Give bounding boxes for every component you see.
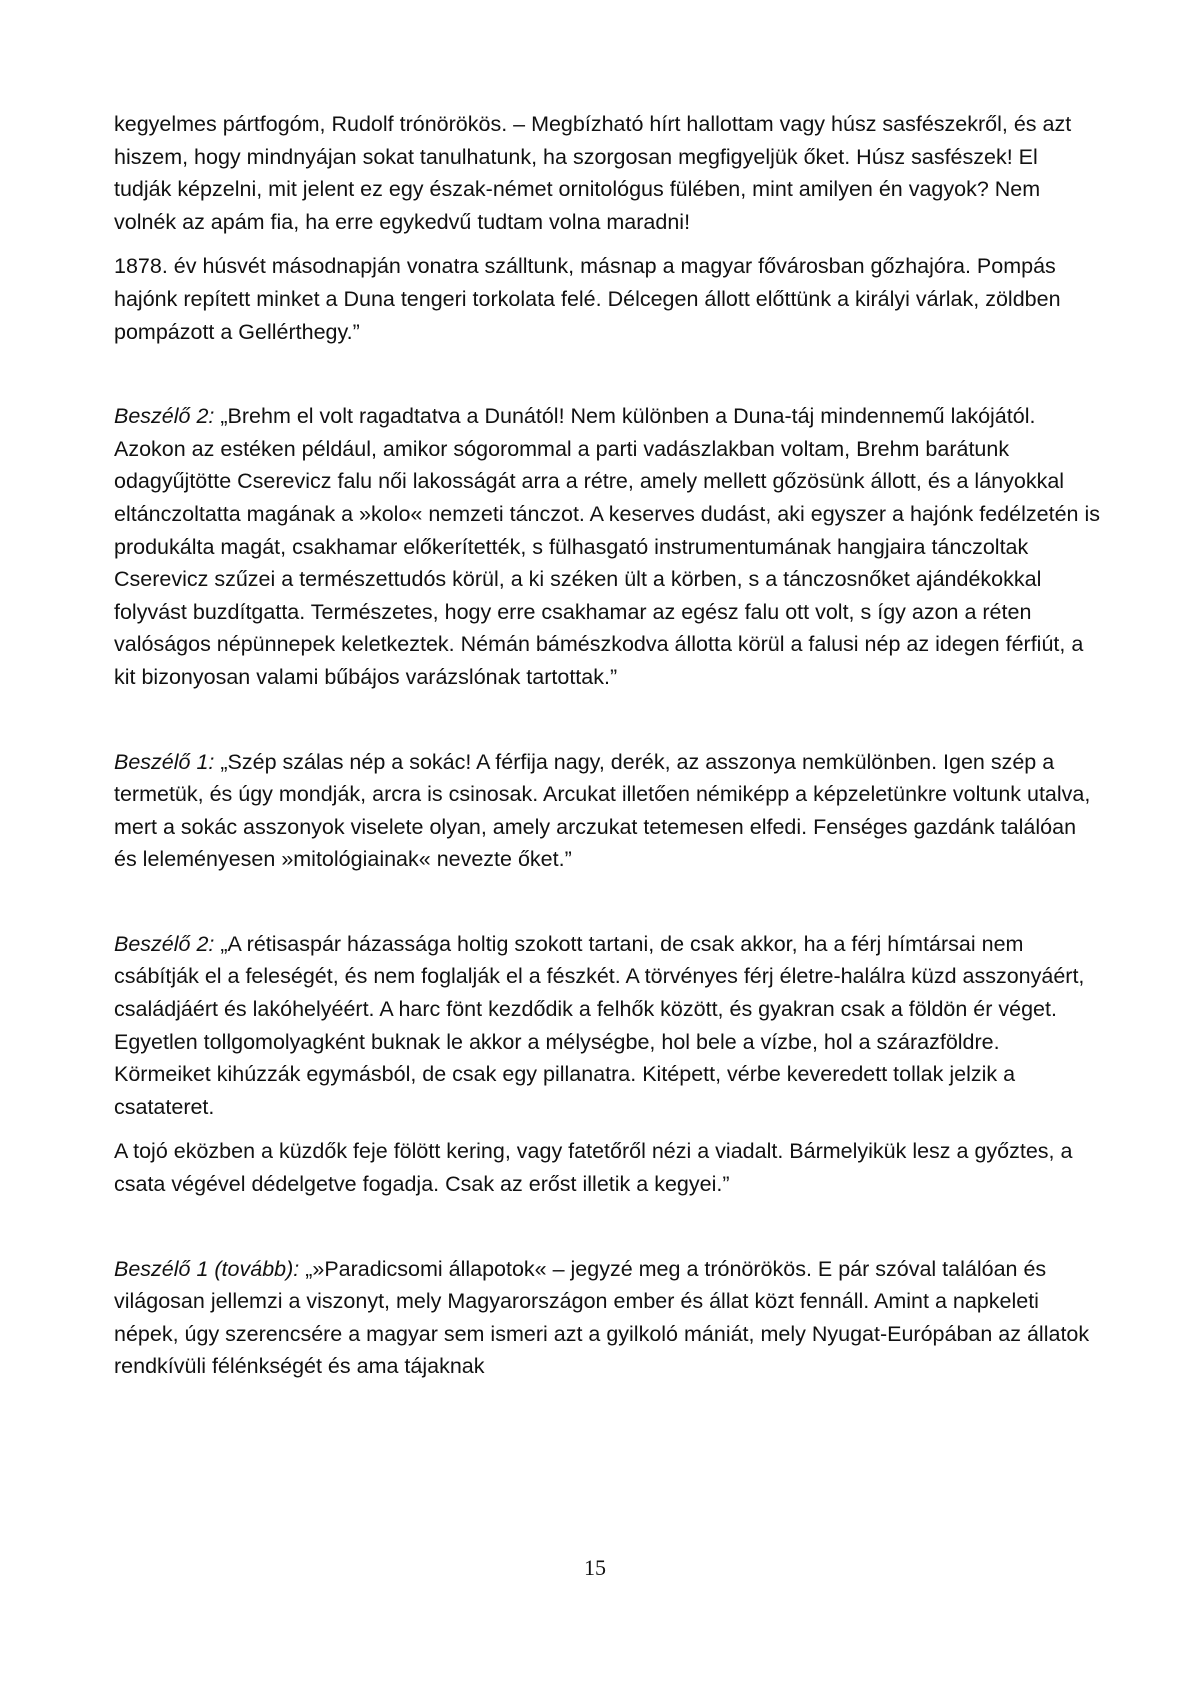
- page-number: 15: [584, 1555, 606, 1580]
- paragraph: [114, 1135, 1100, 1200]
- speaker-label: Beszélő 1:: [114, 749, 215, 774]
- speaker-paragraph: [114, 928, 1100, 1124]
- speaker-label: Beszélő 1 (tovább):: [114, 1256, 300, 1281]
- speaker-label: Beszélő 2:: [114, 931, 215, 956]
- speaker-paragraph: [114, 746, 1100, 876]
- paragraph-text: „»Paradicsomi állapotok« – jegyzé meg a trónörökös. E pár szóval találóan és világosan jellemzi a viszonyt, mely Magyarországon ember és állat közt fennáll. Amint a napkeleti népek, úgy szerencsére a magyar sem ismeri azt a gyilkoló mániát, mely Nyugat-Európában az állatok rendkívüli félénkségét és ama tájaknak: [114, 1256, 1090, 1379]
- paragraph: [114, 108, 1100, 238]
- speaker-paragraph: [114, 400, 1100, 693]
- page-body: [114, 108, 1100, 1383]
- paragraph-text: kegyelmes pártfogóm, Rudolf trónörökös. – Megbízható hírt hallottam vagy húsz sasfészekről, és azt hiszem, hogy mindnyájan sokat tanulhatunk, ha szorgosan megfigyeljük őket. Húsz sasfészek! El tudják képzelni, mit jelent ez egy észak-német ornitológus fülében, mint amilyen én vagyok? Nem volnék az apám fia, ha erre egykedvű tudtam volna maradni!: [114, 112, 1072, 234]
- paragraph-text: „A rétisaspár házassága holtig szokott tartani, de csak akkor, ha a férj hímtársai nem csábítják el a feleségét, és nem foglalják el a fészkét. A törvényes férj életre-halálra küzd asszonyáért, családjáért és lakóhelyéért. A harc fönt kezdődik a felhők között, és gyakran csak a földön ér véget. Egyetlen tollgomolyagként buknak le akkor a mélységbe, hol bele a vízbe, hol a szárazföldre. Körmeiket kihúzzák egymásból, de csak egy pillanatra. Kitépett, vérbe keveredett tollak jelzik a csatateret.: [114, 931, 1085, 1119]
- paragraph: [114, 250, 1100, 348]
- paragraph-text: „Brehm el volt ragadtatva a Dunától! Nem különben a Duna-táj mindennemű lakójától. Azokon az estéken például, amikor sógorommal a parti vadászlakban voltam, Brehm barátunk odagyűjtötte Cserevicz falu női lakosságát arra a rétre, amely mellett gőzösünk állott, és a lányokkal eltánczoltatta magának a »kolo« nemzeti tánczot. A keserves dudást, aki egyszer a hajónk fedélzetén is produkálta magát, csakhamar előkerítették, s fülhasgató instrumentumának hangjaira tánczoltak Cserevicz szűzei a természettudós körül, a ki széken ült a körben, s a tánczosnőket ajándékokkal folyvást buzdítgatta. Természetes, hogy erre csakhamar az egész falu ott volt, s így azon a réten valóságos népünnepek keletkeztek. Némán bámészkodva állotta körül a falusi nép az idegen férfiút, a kit bizonyosan valami bűbájos varázslónak tartottak.”: [114, 404, 1100, 689]
- paragraph-text: „Szép szálas nép a sokác! A férfija nagy, derék, az asszonya nemkülönben. Igen szép a termetük, és úgy mondják, arcra is csinosak. Arcukat illetően némiképp a képzeletünkre voltunk utalva, mert a sokác asszonyok viselete olyan, amely arczukat tetemesen elfedi. Fenséges gazdánk találóan és leleményesen »mitológiainak« nevezte őket.”: [114, 749, 1091, 872]
- speaker-label: Beszélő 2:: [114, 404, 215, 429]
- paragraph-text: 1878. év húsvét másodnapján vonatra szálltunk, másnap a magyar fővárosban gőzhajóra. Pompás hajónk repített minket a Duna tengeri torkolata felé. Délcegen állott előttünk a királyi várlak, zöldben pompázott a Gellérthegy.”: [114, 254, 1061, 344]
- paragraph-text: A tojó eközben a küzdők feje fölött kering, vagy fatetőről nézi a viadalt. Bármelyikük lesz a győztes, a csata végével dédelgetve fogadja. Csak az erőst illetik a kegyei.”: [114, 1139, 1073, 1197]
- speaker-paragraph: [114, 1253, 1100, 1383]
